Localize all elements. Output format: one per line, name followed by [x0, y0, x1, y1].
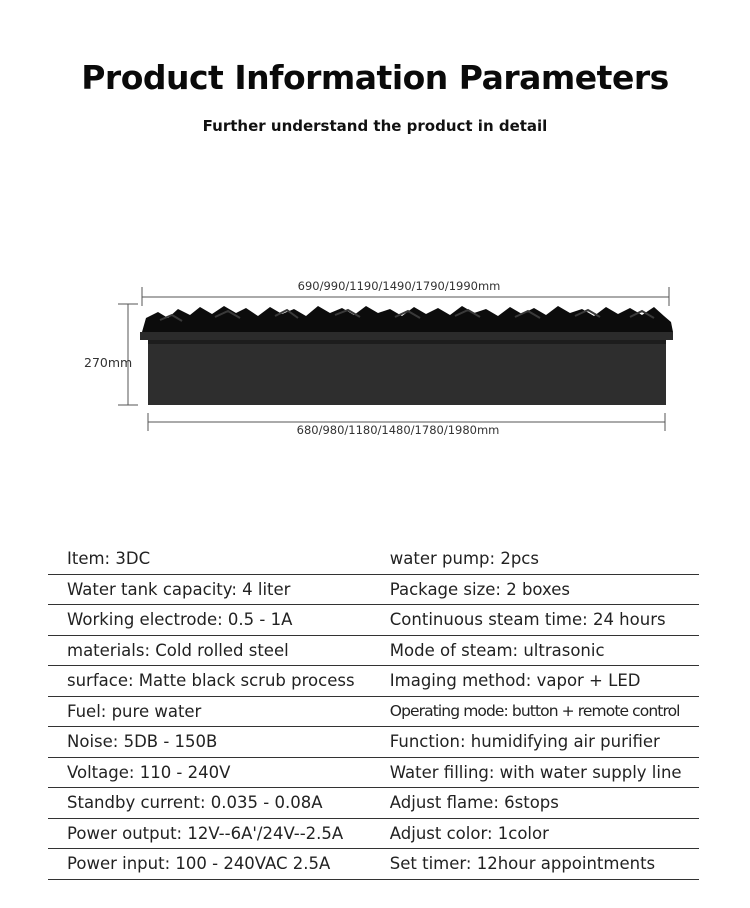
spec-item: Working electrode: 0.5 - 1A [48, 605, 372, 636]
table-row [48, 727, 699, 758]
table-row [48, 849, 699, 880]
spec-item: Water tank capacity: 4 liter [48, 574, 372, 605]
spec-item: Voltage: 110 - 240V [48, 757, 372, 788]
fireplace-insert-image [140, 306, 673, 405]
spec-item: Imaging method: vapor + LED [372, 666, 699, 697]
spec-item: Adjust color: 1color [372, 818, 699, 849]
table-row [48, 788, 699, 819]
page-subtitle: Further understand the product in detail [202, 117, 548, 135]
specifications-table [48, 544, 699, 880]
spec-item: Adjust flame: 6stops [372, 788, 699, 819]
table-row [48, 635, 699, 666]
spec-item: Item: 3DC [48, 544, 372, 574]
spec-item: Package size: 2 boxes [372, 574, 699, 605]
spec-item: Power output: 12V--6A'/24V--2.5A [48, 818, 372, 849]
table-row [48, 757, 699, 788]
product-dimension-diagram [0, 260, 750, 450]
spec-item: Continuous steam time: 24 hours [372, 605, 699, 636]
height-label: 270mm [84, 355, 133, 370]
spec-item: Water filling: with water supply line [372, 757, 699, 788]
spec-item: materials: Cold rolled steel [48, 635, 372, 666]
spec-item: water pump: 2pcs [372, 544, 699, 574]
table-row [48, 544, 699, 574]
spec-item: surface: Matte black scrub process [48, 666, 372, 697]
top-width-label: 690/990/1190/1490/1790/1990mm [297, 279, 501, 293]
table-row [48, 605, 699, 636]
spec-item: Mode of steam: ultrasonic [372, 635, 699, 666]
spec-item: Set timer: 12hour appointments [372, 849, 699, 880]
table-row [48, 818, 699, 849]
spec-item: Standby current: 0.035 - 0.08A [48, 788, 372, 819]
spec-item: Operating mode: button + remote control [372, 696, 699, 727]
spec-item: Power input: 100 - 240VAC 2.5A [48, 849, 372, 880]
spec-item: Noise: 5DB - 150B [48, 727, 372, 758]
table-row [48, 696, 699, 727]
spec-item: Function: humidifying air purifier [372, 727, 699, 758]
spec-item: Fuel: pure water [48, 696, 372, 727]
bottom-width-label: 680/980/1180/1480/1780/1980mm [296, 423, 500, 437]
page-title: Product Information Parameters [81, 58, 669, 97]
table-row [48, 574, 699, 605]
table-row [48, 666, 699, 697]
